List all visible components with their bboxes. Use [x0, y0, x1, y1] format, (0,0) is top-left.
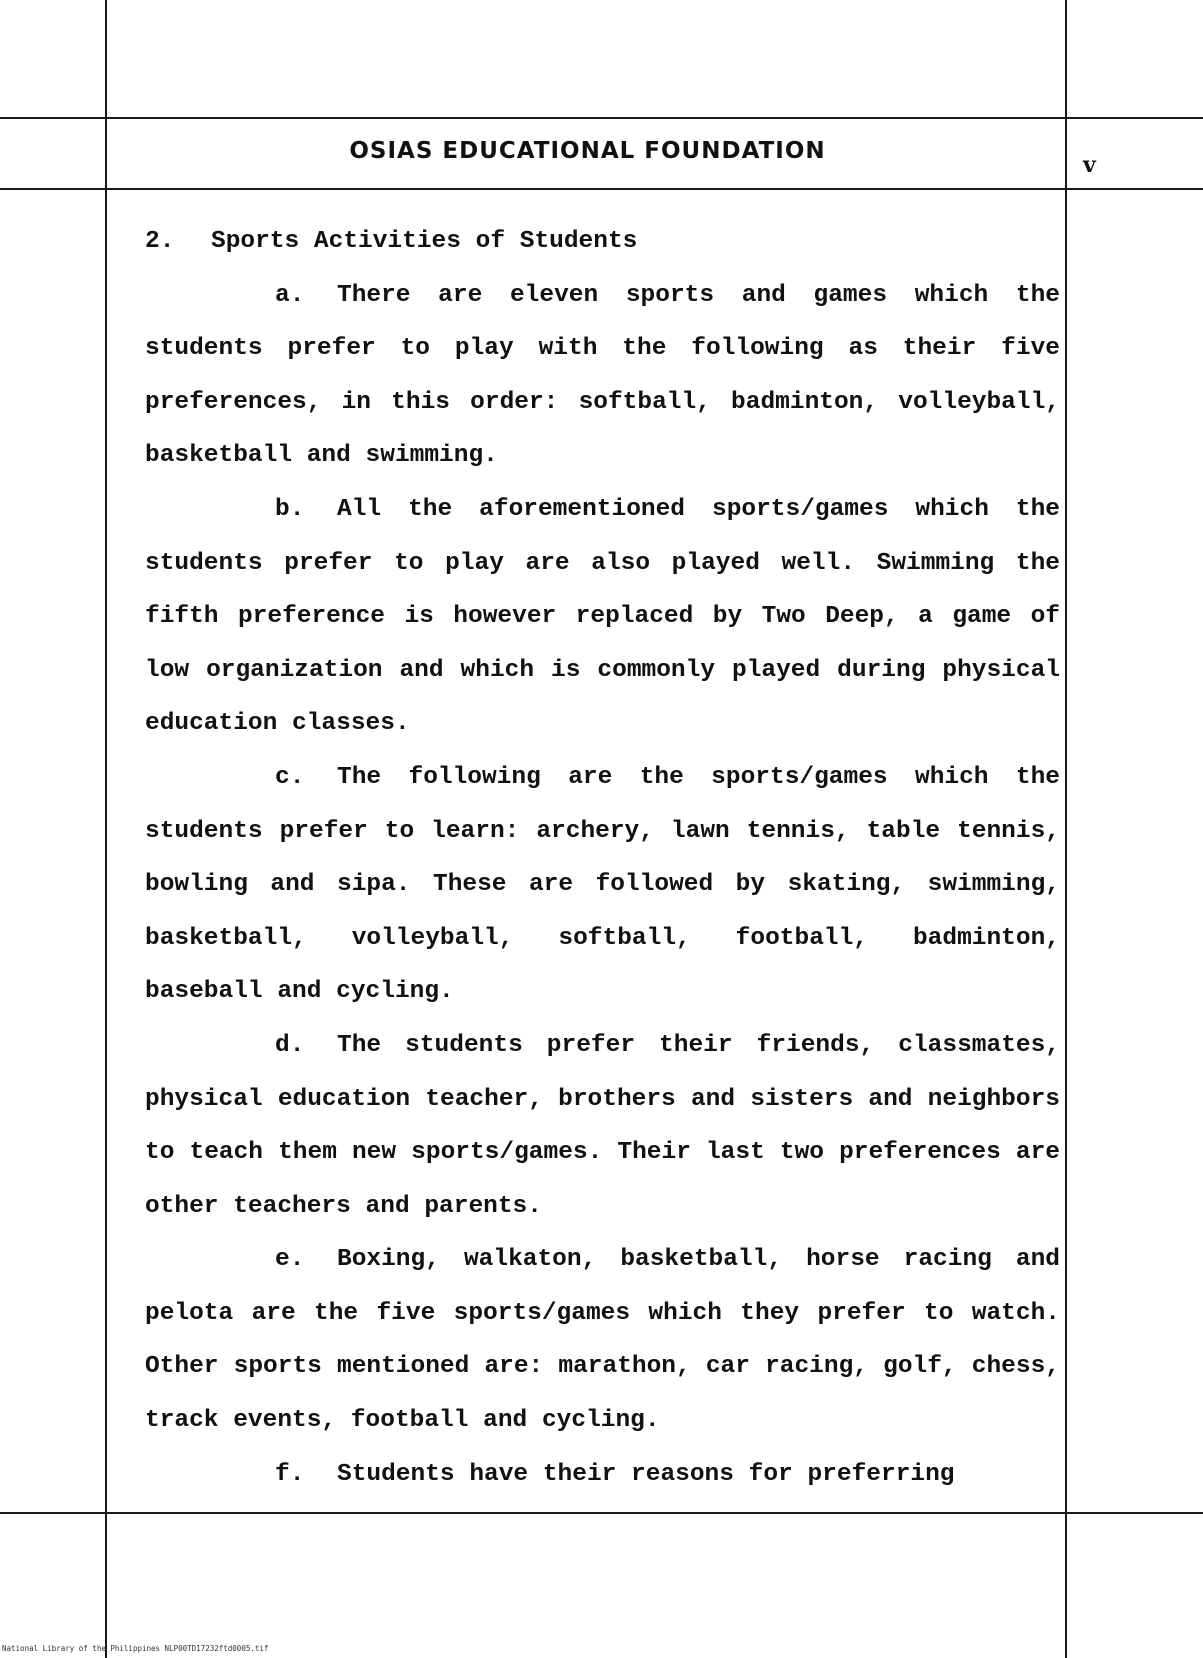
paragraph-a	[145, 269, 1060, 483]
paragraph-f	[145, 1448, 1060, 1502]
header-bottom-rule	[0, 188, 1203, 190]
paragraph-text: Boxing, walkaton, basketball, horse racing and pelota are the five sports/games which they prefer to watch. Other sports mentioned are: marathon, car racing, golf, chess, track events, football and cycling.	[145, 1246, 1060, 1435]
paragraph-text: The following are the sports/games which the students prefer to learn: archery, lawn tennis, table tennis, bowling and sipa. These are followed by skating, swimming, basketball, volleyball, softball, football, badminton, baseball and cycling.	[145, 763, 1060, 1006]
paragraph-text: The students prefer their friends, classmates, physical education teacher, brothers and sisters and neighbors to teach them new sports/games. Their last two preferences are other teachers and parents.	[145, 1031, 1060, 1220]
paragraph-letter: f.	[275, 1460, 305, 1488]
paragraph-letter: b.	[275, 495, 305, 523]
section-title: Sports Activities of Students	[211, 228, 638, 255]
paragraph-letter: e.	[275, 1246, 305, 1274]
paragraph-letter: c.	[275, 763, 305, 791]
frame-left-rule	[105, 0, 107, 1658]
paragraph-text: Students have their reasons for preferring	[337, 1460, 955, 1488]
paragraph-c	[145, 751, 1060, 1019]
frame-right-rule	[1065, 0, 1067, 1658]
paragraph-b	[145, 483, 1060, 751]
paragraph-text: All the aforementioned sports/games which the students prefer to play are also played well. Swimming the fifth preference is however replaced by Two Deep, a game of low organization and which is commonly played during physical education classes.	[145, 495, 1060, 738]
paragraph-d	[145, 1019, 1060, 1233]
scan-credit: National Library of the Philippines NLP00TD17232ftd0005.tif	[2, 1644, 269, 1653]
section-heading	[145, 215, 1060, 269]
paragraph-text: There are eleven sports and games which the students prefer to play with the following as their five preferences, in this order: softball, badminton, volleyball, basketball and swimming.	[145, 281, 1060, 470]
page-header-title: OSIAS EDUCATIONAL FOUNDATION	[349, 138, 826, 164]
paragraph-e	[145, 1233, 1060, 1447]
header-top-rule	[0, 117, 1203, 119]
footer-rule	[0, 1512, 1203, 1514]
paragraph-letter: d.	[275, 1031, 305, 1059]
page-number: v	[1083, 152, 1096, 178]
document-body	[145, 215, 1060, 1501]
paragraph-letter: a.	[275, 281, 305, 309]
section-number: 2.	[145, 228, 175, 255]
